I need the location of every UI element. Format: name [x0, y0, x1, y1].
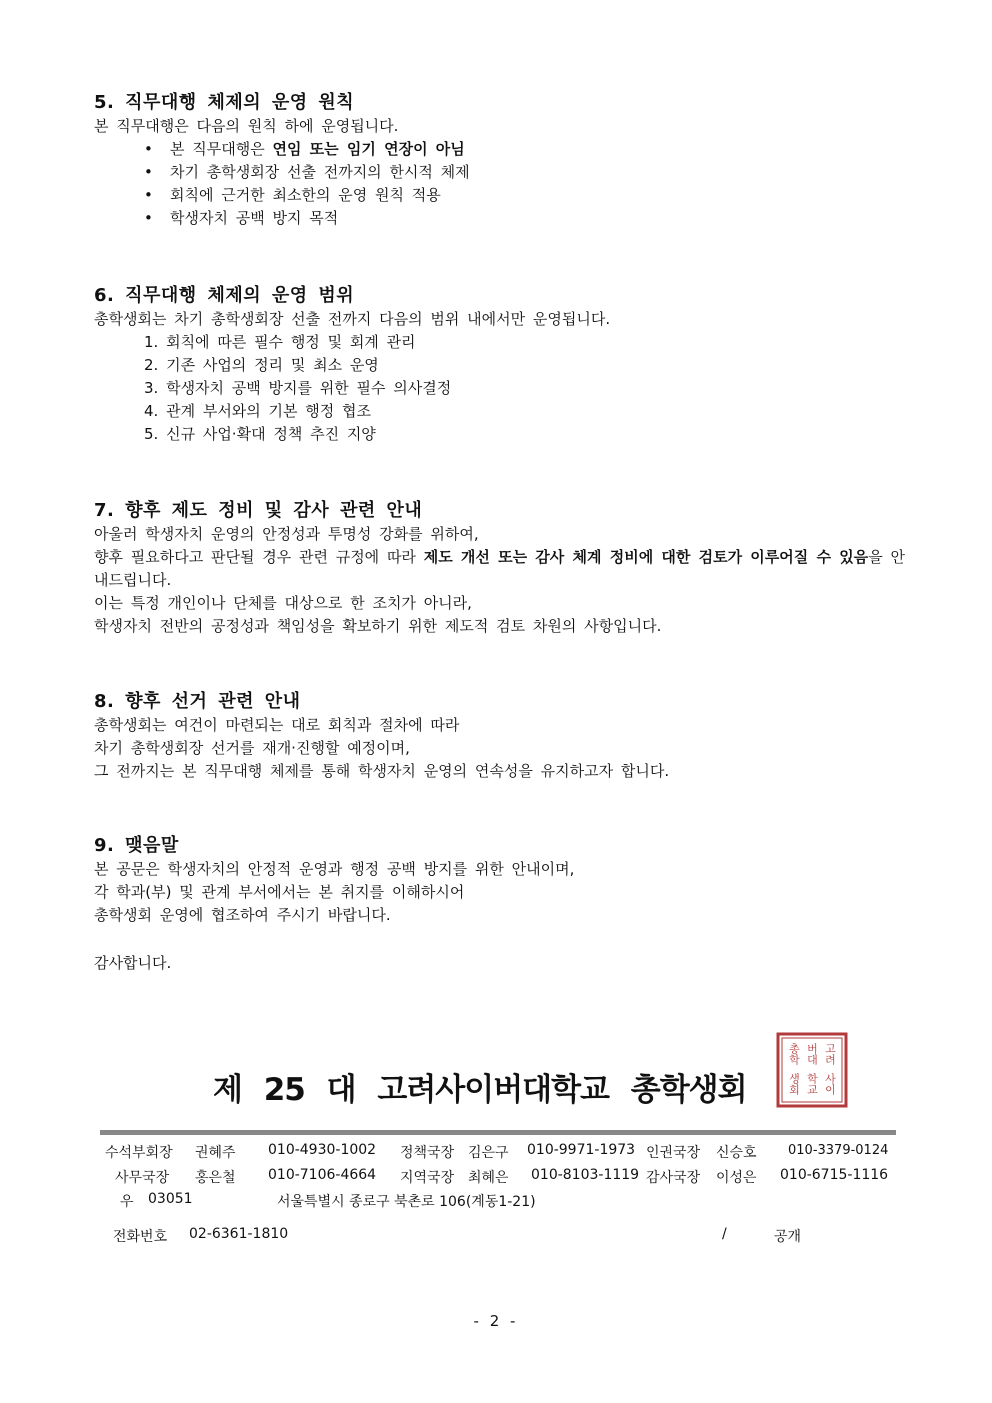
contact-role: 사무국장: [115, 1170, 170, 1186]
closing-text: 감사합니다.: [94, 954, 172, 972]
section-6: [94, 284, 914, 446]
section-7-line: 아울러 학생자치 운영의 안정성과 투명성 강화를 위하여,: [94, 525, 479, 543]
postal-code: 03051: [148, 1191, 193, 1207]
section-6-numbered-list: [94, 331, 914, 446]
contact-name: 김은구: [468, 1145, 509, 1161]
seal-glyph: 고려: [823, 1043, 837, 1065]
section-7-line: [94, 546, 914, 592]
contact-phone: 010-6715-1116: [780, 1167, 889, 1183]
list-item: [144, 138, 914, 161]
contact-phone: 010-7106-4664: [268, 1167, 377, 1183]
section-7-title: 7. 향후 제도 정비 및 감사 관련 안내: [94, 500, 423, 521]
contact-name: 권혜주: [195, 1145, 236, 1161]
section-8-line: 그 전까지는 본 직무대행 체제를 통해 학생자치 운영의 연속성을 유지하고자 합니다.: [94, 762, 670, 780]
section-8-line: 차기 총학생회장 선거를 재개·진행할 예정이며,: [94, 739, 410, 757]
contact-name: 홍은철: [195, 1170, 236, 1186]
section-8-line: 총학생회는 여건이 마련되는 대로 회칙과 절차에 따라: [94, 716, 460, 734]
separator-slash: /: [722, 1226, 727, 1242]
section-9-title: 9. 맺음말: [94, 835, 179, 856]
contact-role: 정책국장: [400, 1145, 455, 1161]
section-9: [94, 834, 914, 975]
section-9-line: 본 공문은 학생자치의 안정적 운영과 행정 공백 방지를 위한 안내이며,: [94, 860, 575, 878]
list-item: 1. 회칙에 따른 필수 행정 및 회계 관리: [144, 333, 416, 351]
contact-role: 지역국장: [400, 1170, 455, 1186]
section-5-title: 5. 직무대행 체제의 운영 원칙: [94, 92, 355, 113]
address: 서울특별시 종로구 북촌로 106(계동1-21): [277, 1194, 536, 1210]
contact-name: 신승호: [716, 1145, 757, 1161]
list-item: • 회칙에 근거한 최소한의 운영 원칙 적용: [144, 184, 914, 207]
contact-phone: 010-9971-1973: [527, 1142, 636, 1158]
section-7-line: 이는 특정 개인이나 단체를 대상으로 한 조치가 아니라,: [94, 594, 472, 612]
section-8-title: 8. 향후 선거 관련 안내: [94, 691, 301, 712]
section-5-bullet-list: [94, 138, 914, 230]
section-6-title: 6. 직무대행 체제의 운영 범위: [94, 285, 355, 306]
list-item-text: 본 직무대행은: [170, 140, 273, 158]
contact-phone: 010-3379-0124: [788, 1143, 889, 1158]
tel-number: 02-6361-1810: [189, 1226, 289, 1242]
list-item: 5. 신규 사업·확대 정책 추진 지양: [144, 425, 376, 443]
list-item: 4. 관계 부서와의 기본 행정 협조: [144, 402, 372, 420]
list-item: • 차기 총학생회장 선출 전까지의 한시적 체제: [144, 161, 914, 184]
section-6-intro: 총학생회는 차기 총학생회장 선출 전까지 다음의 범위 내에서만 운영됩니다.: [94, 310, 611, 328]
disclosure-status: 공개: [774, 1229, 802, 1245]
bold-text-span: 제도 개선 또는 감사 체계 정비에 대한 검토가 이루어질 수 있음: [423, 548, 869, 566]
contact-name: 최혜은: [468, 1170, 509, 1186]
seal-glyph: 버대: [805, 1043, 819, 1065]
contact-role: 인권국장: [646, 1145, 701, 1161]
list-item: • 학생자치 공백 방지 목적: [144, 207, 914, 230]
seal-glyph: 사이: [823, 1073, 837, 1095]
contact-role: 감사국장: [646, 1170, 701, 1186]
text-span: 을 안내드립니다.: [94, 548, 905, 589]
seal-glyph: 학교: [805, 1073, 819, 1095]
footer-divider: [100, 1130, 896, 1135]
section-9-line: 총학생회 운영에 협조하여 주시기 바랍니다.: [94, 906, 391, 924]
text-span: 향후 필요하다고 판단될 경우 관련 규정에 따라: [94, 548, 424, 566]
official-seal-stamp: [776, 1032, 848, 1108]
section-5: [94, 91, 914, 230]
section-9-line: 각 학과(부) 및 관계 부서에서는 본 취지를 이해하시어: [94, 883, 465, 901]
section-7: [94, 499, 914, 638]
section-8: [94, 690, 914, 783]
contact-role: 수석부회장: [105, 1145, 173, 1161]
section-5-intro: 본 직무대행은 다음의 원칙 하에 운영됩니다.: [94, 117, 399, 135]
postal-label: 우: [120, 1194, 134, 1210]
contact-phone: 010-4930-1002: [268, 1142, 377, 1158]
sender-organization: 제 25 대 고려사이버대학교 총학생회: [213, 1072, 747, 1108]
list-item-bold-text: 연임 또는 임기 연장이 아님: [272, 140, 465, 158]
tel-label: 전화번호: [113, 1229, 168, 1245]
contact-name: 이성은: [716, 1170, 757, 1186]
page-number: - 2 -: [473, 1312, 519, 1330]
list-item: 3. 학생자치 공백 방지를 위한 필수 의사결정: [144, 379, 452, 397]
contact-phone: 010-8103-1119: [531, 1167, 640, 1183]
seal-glyph: 총학: [787, 1043, 801, 1065]
list-item: 2. 기존 사업의 정리 및 최소 운영: [144, 356, 379, 374]
seal-glyph: 생회: [787, 1073, 801, 1095]
section-7-line: 학생자치 전반의 공정성과 책임성을 확보하기 위한 제도적 검토 차원의 사항입니다.: [94, 617, 662, 635]
